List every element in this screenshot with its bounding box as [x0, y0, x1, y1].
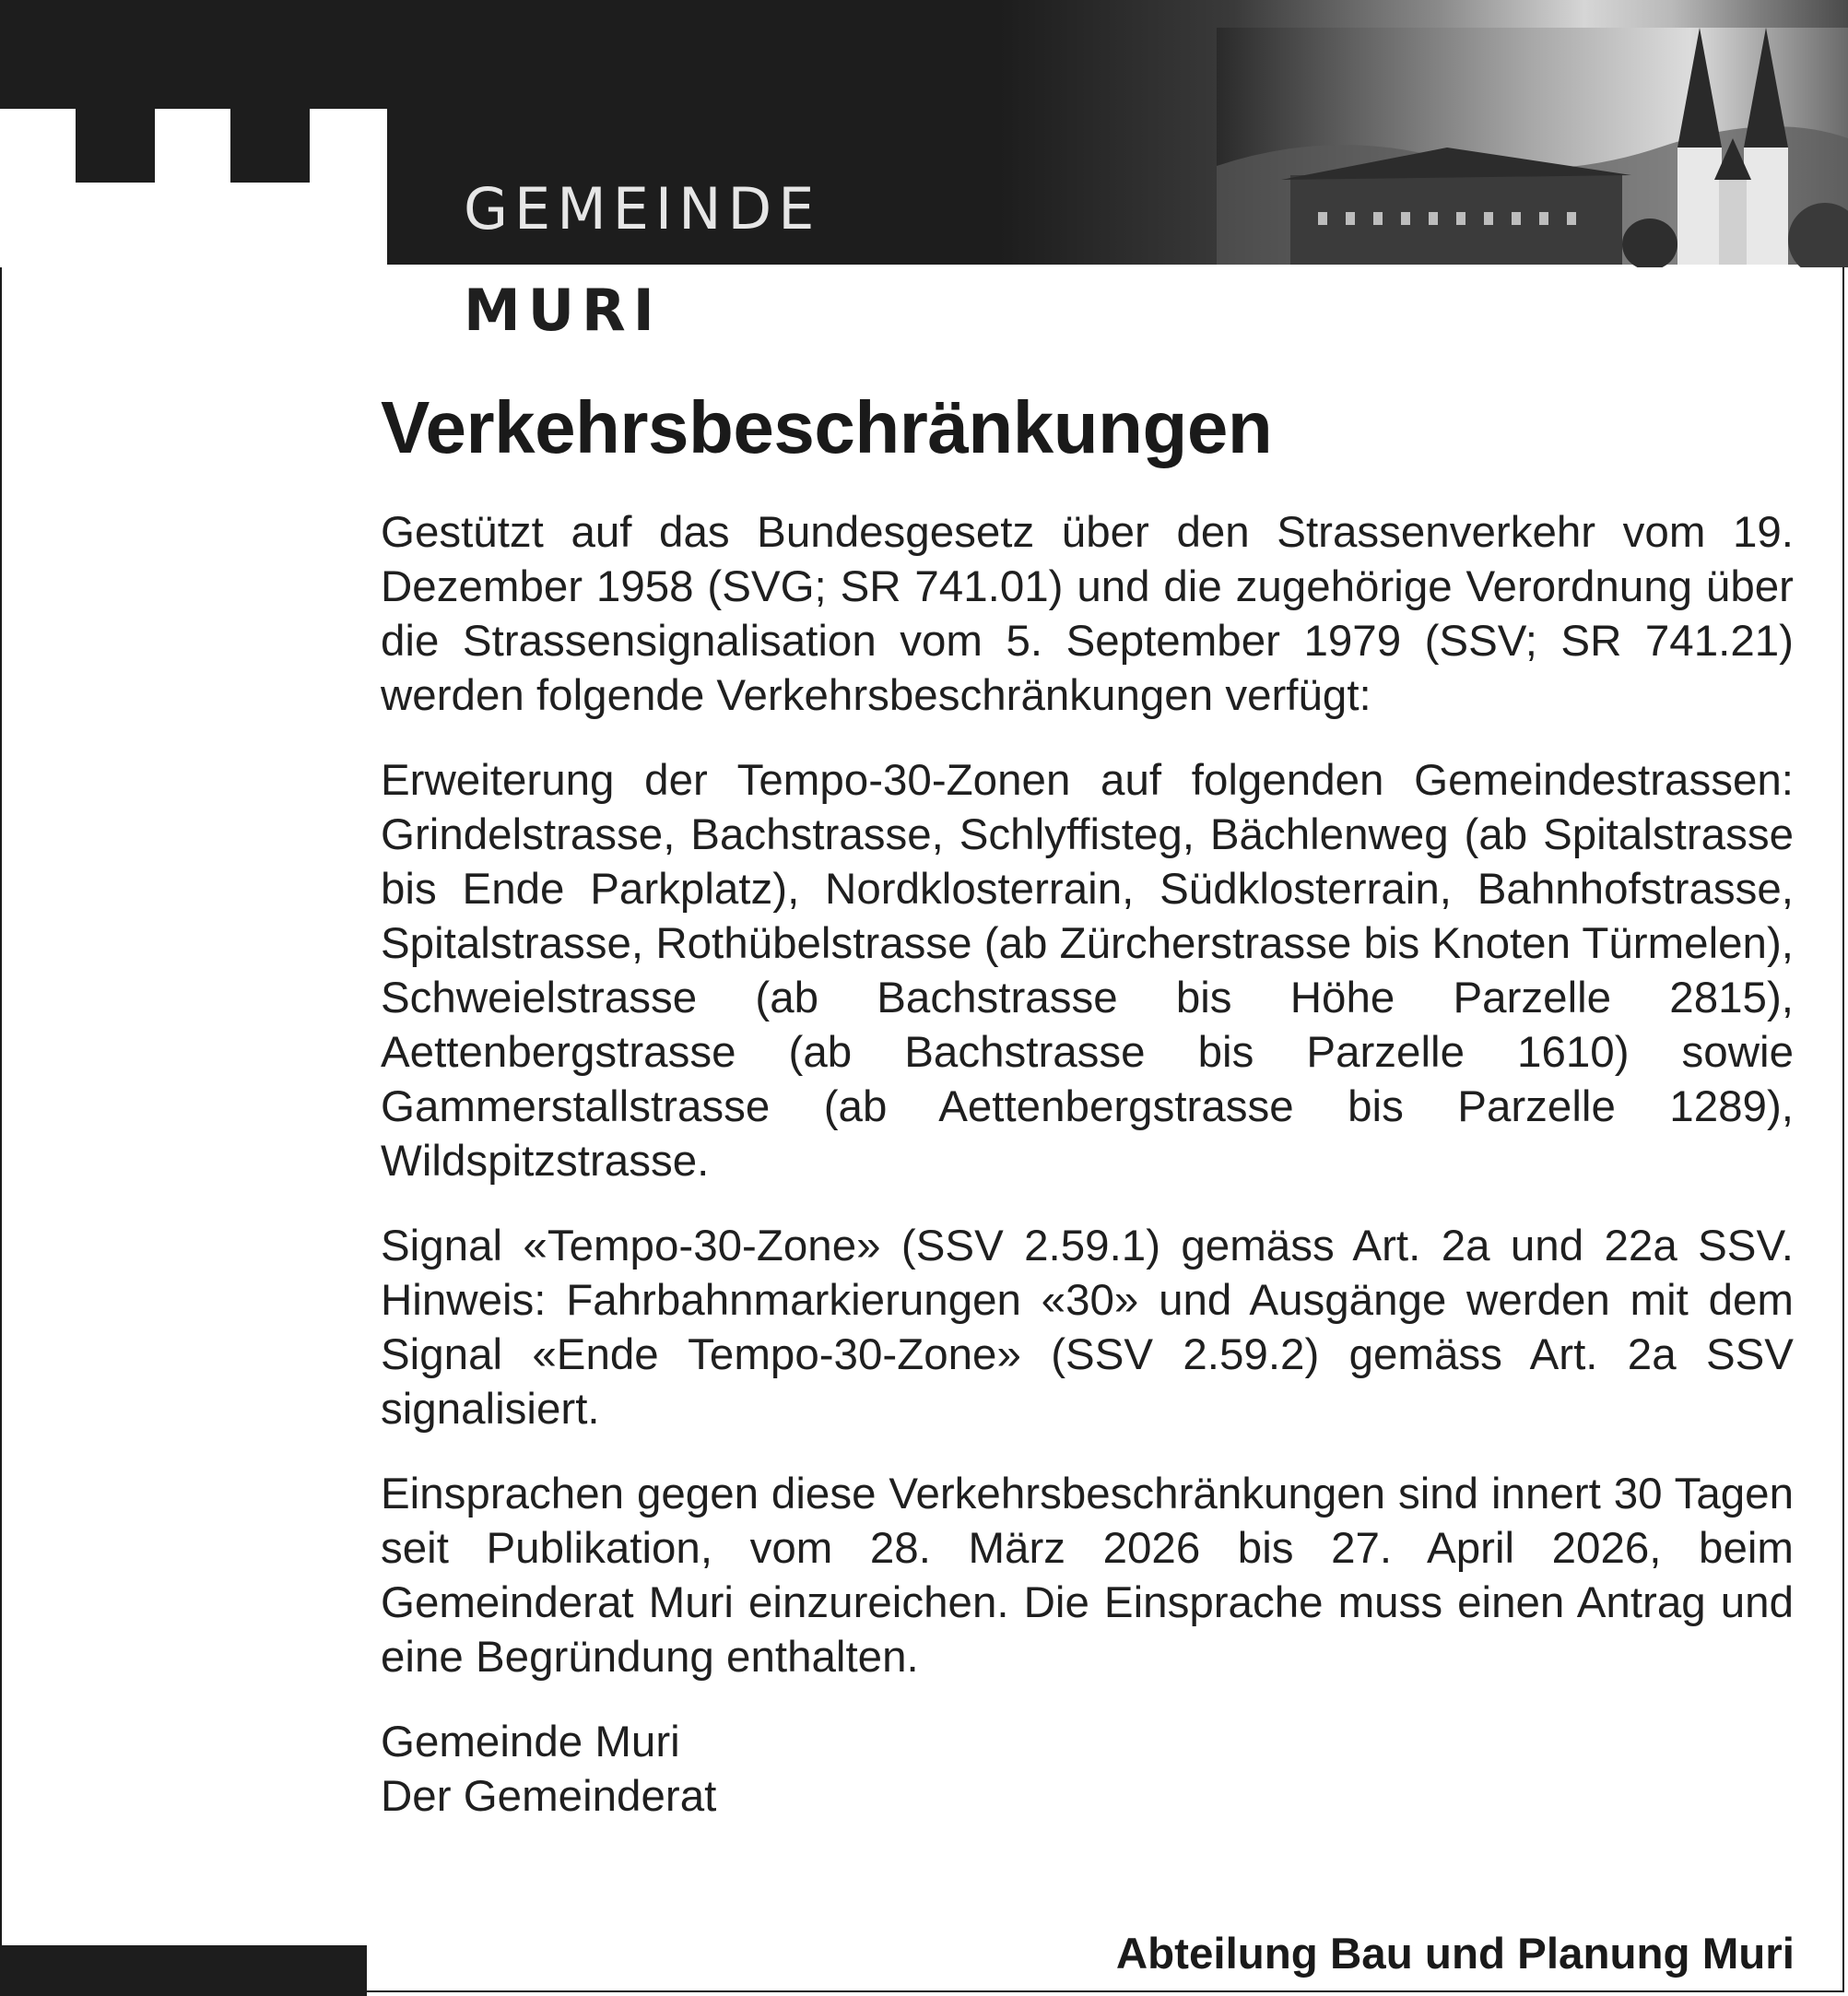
signature-line-2: Der Gemeinderat [381, 1772, 717, 1821]
department-name: Abteilung Bau und Planung Muri [1115, 1930, 1795, 1978]
footer-bar [0, 1945, 367, 1996]
paragraph-objections: Einsprachen gegen diese Verkehrsbeschränkungen sind innert 30 Tagen seit Publikation, vom 28. März 2026 bis 27. April 2026, beim Gemeinderat Muri einzureichen. Die Einsprache muss einen Antrag und eine Begründung enthalten. [381, 1470, 1794, 1682]
notice-heading: Verkehrsbeschränkungen [381, 386, 1273, 468]
monastery-image [1217, 28, 1848, 267]
signature-block [381, 1715, 1794, 1824]
paragraph-legal-basis: Gestützt auf das Bundesgesetz über den Strassenverkehr vom 19. Dezember 1958 (SVG; SR 741.01) und die zugehörige Verordnung über die Strassensignalisation vom 5. September 1979 (SSV; SR 741.21) werden folgende Verkehrsbeschränkungen verfügt: [381, 508, 1794, 720]
letterhead-line-1: GEMEINDE [464, 175, 821, 242]
letterhead-line-2: MURI [464, 277, 662, 344]
signature-line-1: Gemeinde Muri [381, 1718, 680, 1766]
paragraph-signalisation: Signal «Tempo-30-Zone» (SSV 2.59.1) gemäss Art. 2a und 22a SSV. Hinweis: Fahrbahnmarkierungen «30» und Ausgänge werden mit dem Signal «Ende Tempo-30-Zone» (SSV 2.59.2) gemäss Art. 2a SSV signalisiert. [381, 1222, 1794, 1434]
paragraph-zone-extension: Erweiterung der Tempo-30-Zonen auf folgenden Gemeindestrassen: Grindelstrasse, Bachstrasse, Schlyffisteg, Bächlenweg (ab Spitalstrasse bis Ende Parkplatz), Nordklosterrain, Südklosterrain, Bahnhofstrasse, Spitalstrasse, Rothübelstrasse (ab Zürcherstrasse bis Knoten Türmelen), Schweielstrasse (ab Bachstrasse bis Höhe Parzelle 2815), Aettenbergstrasse (ab Bachstrasse bis Parzelle 1610) sowie Gammerstallstrasse (ab Aettenbergstrasse bis Parzelle 1289), Wildspitzstrasse. [381, 756, 1794, 1186]
notice-body [381, 385, 1794, 1824]
letterhead [0, 0, 1848, 344]
